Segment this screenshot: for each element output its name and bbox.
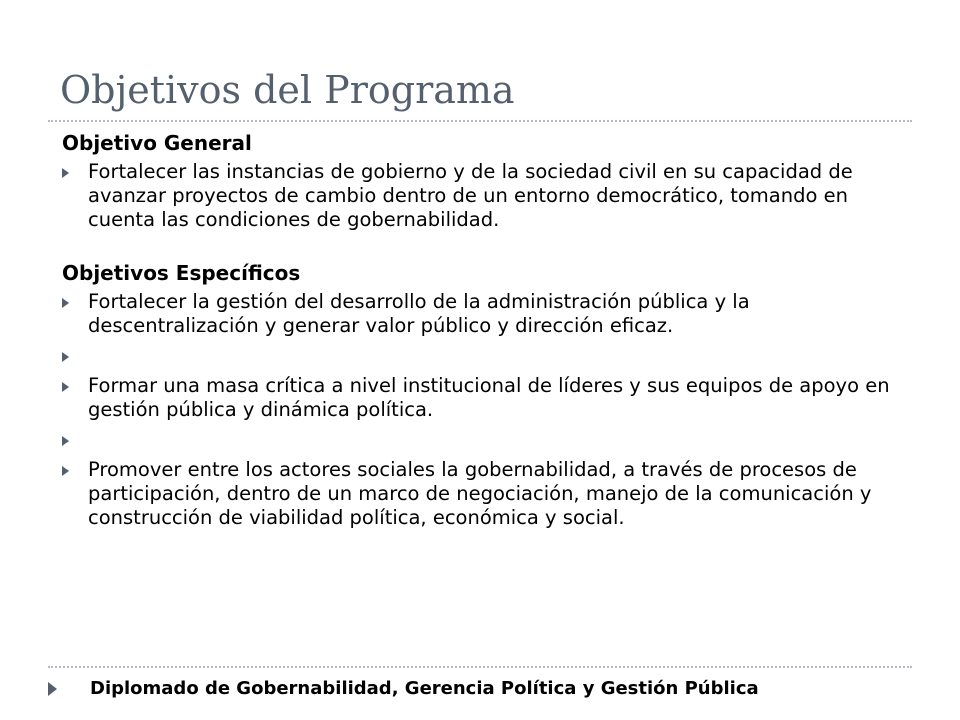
list-item-empty	[62, 428, 912, 452]
specific-objectives-heading: Objetivos Específicos	[62, 261, 301, 285]
triangle-bullet-icon	[62, 466, 69, 476]
list-item	[62, 458, 912, 530]
general-objective-heading: Objetivo General	[62, 131, 252, 155]
list-item-text: Promover entre los actores sociales la gobernabilidad, a través de procesos de participación, dentro de un marco de negociación, manejo de la comunicación y construcción de viabilidad política, económica y social.	[88, 458, 872, 529]
specific-objectives-list	[62, 290, 912, 530]
triangle-bullet-icon	[62, 168, 69, 178]
triangle-bullet-icon	[62, 382, 69, 392]
footer-divider	[48, 666, 912, 668]
triangle-bullet-icon	[62, 298, 69, 308]
slide-footer	[48, 676, 912, 702]
list-item	[62, 160, 912, 232]
triangle-bullet-icon	[62, 436, 69, 446]
triangle-bullet-icon	[62, 352, 69, 362]
list-item-text: Fortalecer las instancias de gobierno y de la sociedad civil en su capacidad de avanzar proyectos de cambio dentro de un entorno democrático, tomando en cuenta las condiciones de gobernabilidad.	[88, 160, 853, 231]
list-item-text: Formar una masa crítica a nivel institucional de líderes y sus equipos de apoyo en gestión pública y dinámica política.	[88, 374, 890, 421]
general-objective-list	[62, 160, 912, 232]
list-item-text: Fortalecer la gestión del desarrollo de la administración pública y la descentralización y generar valor público y dirección eficaz.	[88, 290, 750, 337]
title-divider	[48, 120, 912, 122]
triangle-bullet-icon	[48, 682, 57, 696]
list-item-empty	[62, 344, 912, 368]
slide-body	[62, 128, 912, 536]
slide-title: Objetivos del Programa	[60, 68, 515, 112]
footer-text: Diplomado de Gobernabilidad, Gerencia Política y Gestión Pública	[90, 678, 759, 699]
list-item	[62, 290, 912, 338]
list-item	[62, 374, 912, 422]
